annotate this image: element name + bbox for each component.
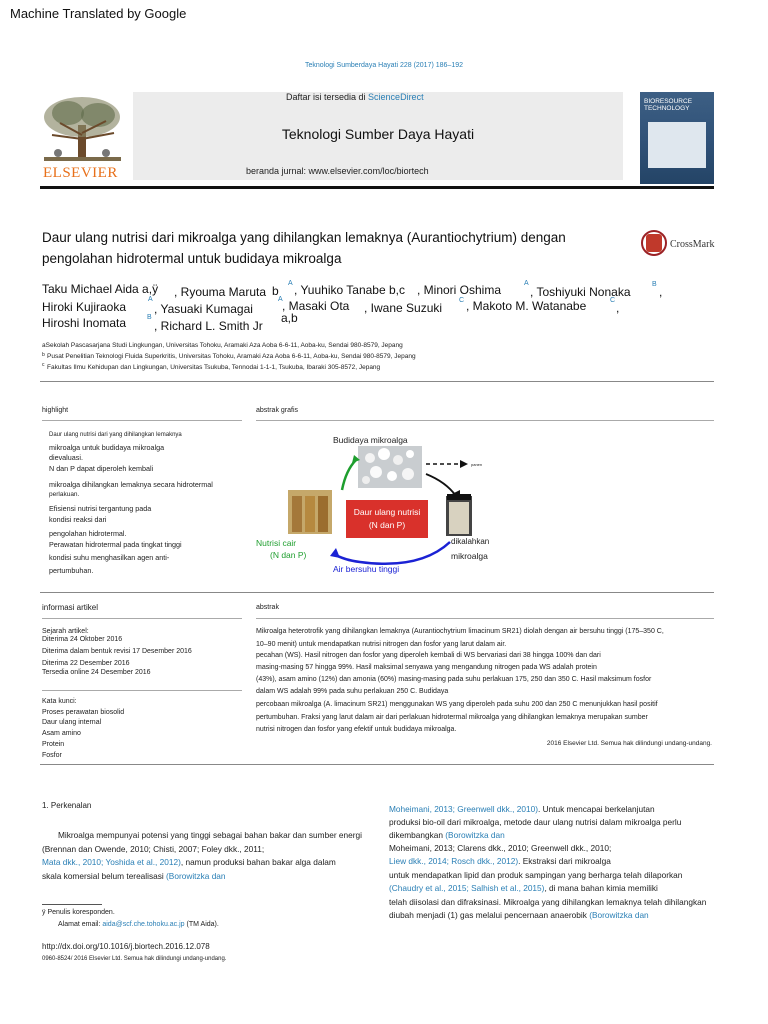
intro-text: , namun produksi bahan bakar alga dalam [180, 857, 336, 867]
intro-text: dikembangkan [389, 830, 446, 840]
intro-citation[interactable]: (Borowitzka dan [445, 830, 505, 840]
keyword: Fosfor [42, 752, 62, 759]
corresponding-author-note: ÿ Penulis koresponden. [42, 909, 115, 916]
elsevier-wordmark: ELSEVIER [43, 165, 118, 181]
intro-citation[interactable]: (Borowitzka dan [166, 871, 226, 881]
intro-line: untuk mendapatkan lipid dan produk sampingan yang berharga telah dilaporkan [389, 870, 683, 880]
author-name: , Masaki Ota [282, 299, 350, 313]
author-name: , Minori Oshima [417, 283, 502, 297]
intro-line [389, 804, 655, 814]
highlight-line: mikroalga untuk budidaya mikroalga [49, 443, 165, 452]
abstract-line: pertumbuhan. Fraksi yang larut dalam air dari perlakuan hidrotermal mikroalga yang dihilangkan lemaknya merupakan sumber [256, 714, 648, 721]
affiliation: aSekolah Pascasarjana Studi Lingkungan, Universitas Tohoku, Aramaki Aza Aoba 6-6-11, Aoba-ku, Sendai 980-8579, Jepang [42, 342, 403, 349]
intro-text: diubah menjadi (1) gas melalui pencernaan anaerobik [389, 910, 590, 920]
highlight-line: N dan P dapat diperoleh kembali [49, 464, 154, 473]
author-affil-sup[interactable]: C [459, 297, 465, 304]
author-affil-mark[interactable]: b [272, 284, 279, 298]
ga-liquid-nutrient-sublabel: (N dan P) [270, 550, 307, 560]
sciencedirect-link[interactable]: ScienceDirect [368, 92, 424, 102]
intro-citation[interactable]: Moheimani, 2013; Greenwell dkk., 2010) [389, 804, 538, 814]
author-name: Hiroki Kujiraoka [42, 300, 127, 314]
author-separator: , [659, 285, 663, 299]
highlight-line: perlakuan. [49, 491, 80, 498]
contents-line [286, 92, 424, 102]
microalgae-cells-image [358, 446, 422, 488]
author-name: , Toshiyuki Nonaka [530, 285, 631, 299]
author-affil-sup[interactable]: C [610, 297, 616, 304]
article-history-line: Diterima 24 Oktober 2016 [42, 636, 123, 643]
journal-homepage[interactable]: beranda jurnal: www.elsevier.com/loc/biortech [246, 166, 429, 176]
graphical-abstract-rule [256, 420, 714, 421]
intro-citation[interactable]: (Chaudry et al., 2015; Salhish et al., 2015) [389, 883, 545, 893]
intro-line: telah diisolasi dan difraksinasi. Mikroalga yang dihilangkan lemaknya telah dihilangkan [389, 897, 707, 907]
intro-line [389, 856, 611, 866]
intro-heading: 1. Perkenalan [42, 801, 92, 810]
highlight-line: pengolahan hidrotermal. [49, 529, 127, 538]
ga-defatted-sublabel: mikroalga [451, 551, 488, 561]
intro-text: . Ekstraksi dari mikroalga [518, 856, 611, 866]
green-arrow-icon [342, 460, 356, 490]
abstract-line: pecahan (WS). Hasil nitrogen dan fosfor yang diperoleh kembali di WS bervariasi dari 38 hingga 100% dan dari [256, 652, 601, 659]
intro-citation[interactable]: (Borowitzka dan [589, 910, 649, 920]
author-name: Taku Michael Aida a,ÿ [42, 282, 159, 296]
highlight-line: Daur ulang nutrisi dari yang dihilangkan lemaknya [49, 432, 182, 438]
intro-citation[interactable]: Moheimani, 2013; Clarens dkk., 2010; Greenwell dkk., 2010; [389, 843, 612, 853]
journal-cover-image [648, 122, 706, 168]
abstract-line: dalam WS adalah 99% pada suhu perlakuan 250 C. Budidaya [256, 688, 449, 695]
highlights-label: highlight [42, 407, 69, 414]
article-title-line: Daur ulang nutrisi dari mikroalga yang dihilangkan lemaknya (Aurantiochytrium) dengan [42, 230, 566, 245]
keywords-rule [42, 690, 242, 691]
article-info-rule [42, 618, 242, 619]
intro-text: , di mana bahan kimia memiliki [544, 883, 658, 893]
black-arrow-icon [426, 474, 456, 496]
highlight-line: kondisi suhu menghasilkan agen anti- [49, 553, 170, 562]
author-affil-sup[interactable]: A [524, 280, 529, 287]
author-affil-sup[interactable]: A [148, 296, 153, 303]
ga-recycle-label: Daur ulang nutrisi [353, 507, 421, 517]
highlight-line: Efisiensi nutrisi tergantung pada [49, 504, 152, 513]
author-name: , Richard L. Smith Jr [154, 319, 263, 333]
abstract-label: abstrak [256, 604, 279, 611]
ga-hot-water-label: Air bersuhu tinggi [333, 564, 400, 574]
ga-recycle-sublabel: (N dan P) [368, 520, 406, 530]
journal-reference[interactable]: Teknologi Sumberdaya Hayati 228 (2017) 186–192 [305, 62, 463, 69]
author-affil-sup[interactable]: A [288, 280, 293, 287]
author-affil-sup[interactable]: B [147, 314, 152, 321]
footnote-rule [42, 904, 102, 905]
highlight-line: mikroalga dihilangkan lemaknya secara hidrotermal [49, 480, 213, 489]
keyword: Daur ulang internal [42, 719, 102, 726]
intro-citation[interactable]: Mata dkk., 2010; Yoshida et al., 2012) [42, 857, 181, 867]
affiliation-mark: b [42, 352, 45, 358]
issn-line: 0960-8524/ 2016 Elsevier Ltd. Semua hak dilindungi undang-undang. [42, 956, 227, 962]
keywords-label: Kata kunci: [42, 698, 77, 705]
highlight-line: kondisi reaksi dari [49, 515, 107, 524]
blue-arrow-icon [334, 542, 450, 564]
abstract-line: masing-masing 57 hingga 99%. Hasil maksimal senyawa yang mengandung nitrogen pada WS adalah protein [256, 664, 597, 671]
header-rule [40, 186, 714, 189]
doi-link[interactable]: http://dx.doi.org/10.1016/j.biortech.2016.12.078 [42, 942, 210, 951]
contents-prefix: Daftar isi tersedia di [286, 92, 369, 102]
section-rule [40, 592, 714, 593]
affiliation-mark: c [42, 362, 45, 368]
article-history-label: Sejarah artikel: [42, 628, 89, 635]
article-title-line: pengolahan hidrotermal untuk budidaya mikroalga [42, 251, 342, 266]
elsevier-tree-logo [40, 95, 125, 165]
intro-line [42, 871, 226, 881]
abstract-line: percobaan mikroalga (A. limacinum SR21) menggunakan WS yang diperoleh pada suhu 200 dan 250 C menunjukkan hasil positif [256, 701, 658, 708]
author-name: , Iwane Suzuki [364, 301, 443, 315]
highlight-line: Perawatan hidrotermal pada tingkat tinggi [49, 540, 182, 549]
email-note [58, 921, 219, 928]
ga-defatted-label: dikalahkan [451, 537, 490, 546]
abstract-copyright: 2016 Elsevier Ltd. Semua hak dilindungi undang-undang. [546, 740, 712, 747]
intro-line [42, 857, 336, 867]
abstract-line: 10–90 menit) untuk mendapatkan nutrisi nitrogen dan fosfor yang larut dalam air. [256, 641, 507, 648]
article-history-line: Diterima dalam bentuk revisi 17 Desember 2016 [42, 648, 192, 655]
intro-line: produksi bio-oil dari mikroalga, metode daur ulang nutrisi dalam mikroalga perlu [389, 817, 682, 827]
author-separator: , [616, 301, 620, 315]
keyword: Protein [42, 741, 65, 748]
author-affil-mark: a,b [281, 311, 298, 325]
author-name: , Yuuhiko Tanabe b,c [294, 283, 405, 297]
article-info-label: informasi artikel [42, 603, 99, 612]
intro-citation[interactable]: Liew dkk., 2014; Rosch dkk., 2012) [389, 856, 519, 866]
recycle-box [346, 500, 428, 538]
ga-cultivation-label: Budidaya mikroalga [333, 435, 408, 445]
abstract-rule [256, 618, 714, 619]
highlight-line: pertumbuhan. [49, 566, 94, 575]
email-suffix: (TM Aida). [184, 921, 219, 928]
author-affil-sup[interactable]: A [278, 296, 283, 303]
intro-text: skala komersial belum terealisasi [42, 871, 167, 881]
crossmark-bookmark-icon [646, 234, 662, 252]
intro-line [389, 883, 658, 893]
abstract-line: Mikroalga heterotrofik yang dihilangkan lemaknya (Aurantiochytrium limacinum SR21) diolah dengan air bersuhu tinggi (175–350 C, [256, 628, 664, 635]
section-rule [40, 381, 714, 382]
author-name: , Yasuaki Kumagai [154, 302, 253, 316]
email-link[interactable]: aida@scf.che.tohoku.ac.jp [102, 921, 185, 928]
crossmark-label[interactable]: CrossMark [670, 239, 715, 250]
intro-text: . Untuk mencapai berkelanjutan [537, 804, 655, 814]
intro-line [389, 910, 649, 920]
article-title [42, 227, 602, 269]
affiliation: Pusat Penelitian Teknologi Fluida Superkritis, Universitas Tohoku, Aramaki Aza Aoba 6-6-11, Aoba-ku, Sendai 980-8579, Jepang [47, 353, 416, 360]
author-name: Hiroshi Inomata [42, 316, 127, 330]
journal-cover-title: BIORESOURCE TECHNOLOGY [644, 98, 693, 113]
highlights-rule [42, 420, 242, 421]
abstract-line: nutrisi nitrogen dan fosfor yang efektif untuk budidaya mikroalga. [256, 726, 457, 733]
article-history-line: Tersedia online 24 Desember 2016 [42, 669, 151, 676]
article-history-line: Diterima 22 Desember 2016 [42, 660, 130, 667]
section-rule [40, 764, 714, 765]
machine-translated-banner: Machine Translated by Google [10, 6, 187, 21]
intro-citation[interactable]: (Brennan dan Owende, 2010; Chisti, 2007; Foley dkk., 2011; [42, 844, 265, 854]
journal-title: Teknologi Sumber Daya Hayati [281, 126, 475, 142]
intro-line: Mikroalga mempunyai potensi yang tinggi sebagai bahan bakar dan sumber energi [58, 830, 362, 840]
author-name: , Makoto M. Watanabe [466, 299, 587, 313]
keyword: Proses perawatan biosolid [42, 709, 125, 716]
abstract-line: (43%), asam amino (12%) dan amonia (60%) masing-masing pada suhu perlakuan 175, 250 dan 350 C. Hasil maksimum fosfor [256, 676, 652, 683]
graphical-abstract-label: abstrak grafis [256, 407, 299, 414]
author-name: , Ryouma Maruta [174, 285, 267, 299]
author-affil-sup[interactable]: B [652, 281, 657, 288]
email-prefix: Alamat email: [58, 921, 103, 928]
ga-liquid-nutrient-label: Nutrisi cair [256, 538, 297, 548]
keyword: Asam amino [42, 730, 81, 737]
intro-line [389, 830, 505, 840]
ga-harvest-label: panen [471, 462, 483, 467]
author-line [42, 282, 158, 296]
affiliation: Fakultas Ilmu Kehidupan dan Lingkungan, Universitas Tsukuba, Tennodai 1-1-1, Tsukuba, Ibaraki 305-8572, Jepang [47, 364, 381, 371]
highlight-line: dievaluasi. [49, 453, 83, 462]
